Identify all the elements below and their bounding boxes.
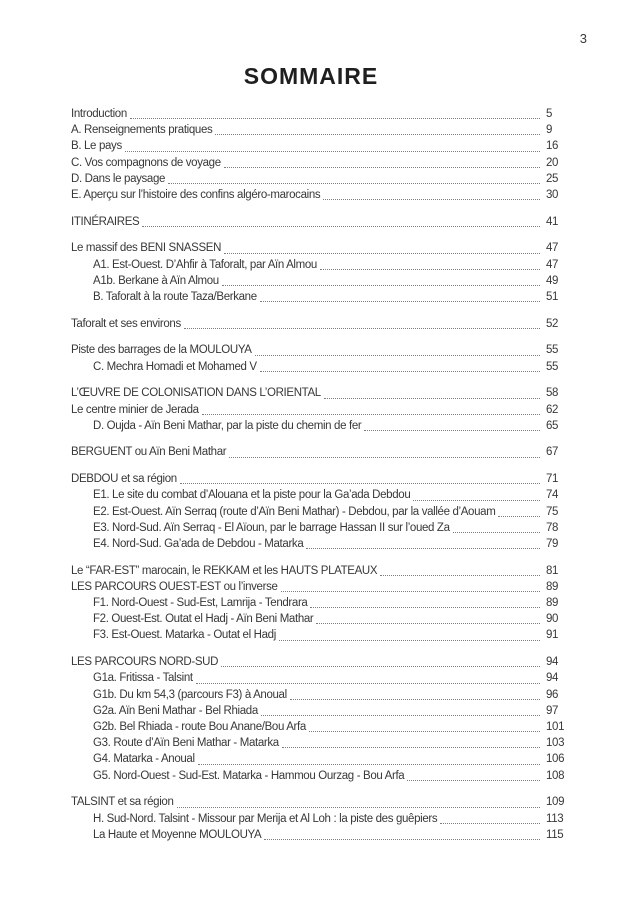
- dot-leader: [309, 731, 540, 732]
- toc-entry-page: 9: [546, 124, 553, 137]
- dot-leader: [184, 328, 540, 329]
- toc-entry: [71, 654, 572, 670]
- toc-entry: [71, 735, 572, 751]
- toc-entry: [71, 444, 572, 460]
- toc-entry-label: G2a. Aïn Beni Mathar - Bel Rhiada: [93, 704, 258, 717]
- dot-leader: [279, 640, 540, 641]
- toc-entry-page: 20: [546, 156, 559, 169]
- toc-entry: [71, 240, 572, 256]
- dot-leader: [224, 167, 540, 168]
- dot-leader: [222, 285, 540, 286]
- toc-entry-page: 25: [546, 172, 559, 185]
- toc-entry: [71, 563, 572, 579]
- dot-leader: [281, 591, 540, 592]
- toc-entry-label: Le massif des BENI SNASSEN: [71, 242, 222, 255]
- toc-entry: [71, 342, 572, 358]
- dot-leader: [364, 430, 540, 431]
- toc-entry: [71, 611, 572, 627]
- toc-group: [71, 316, 572, 332]
- toc-entry-page: 106: [546, 753, 565, 766]
- dot-leader: [413, 500, 540, 501]
- toc-entry-label: Taforalt et ses environs: [71, 317, 181, 330]
- toc-entry: [71, 811, 572, 827]
- toc-entry: [71, 257, 572, 273]
- toc-entry-label: La Haute et Moyenne MOULOUYA: [93, 828, 262, 841]
- toc-entry-page: 55: [546, 344, 559, 357]
- toc-entry-label: A. Renseignements pratiques: [71, 124, 213, 137]
- toc-group: [71, 794, 572, 843]
- toc-entry-page: 5: [546, 108, 553, 120]
- toc-entry-page: 67: [546, 446, 559, 459]
- toc-entry-label: DEBDOU et sa région: [71, 473, 177, 486]
- toc-entry-page: 52: [546, 317, 559, 330]
- toc-entry: [71, 768, 572, 784]
- toc-entry-label: G4. Matarka - Anoual: [93, 753, 195, 766]
- toc-entry-label: Le “FAR-EST” marocain, le REKKAM et les HAUTS PLATEAUX: [71, 564, 378, 577]
- dot-leader: [453, 532, 540, 533]
- toc-entry-page: 115: [546, 828, 564, 841]
- toc-entry: [71, 273, 572, 289]
- toc-entry-page: 47: [546, 242, 559, 255]
- toc-entry-page: 89: [546, 597, 559, 610]
- toc-entry-label: B. Taforalt à la route Taza/Berkane: [93, 291, 257, 304]
- toc-entry-label: E3. Nord-Sud. Aïn Serraq - El Aïoun, par le barrage Hassan II sur l’oued Za: [93, 521, 450, 534]
- toc-entry-label: Introduction: [71, 108, 127, 120]
- toc-entry-label: LES PARCOURS OUEST-EST ou l’inverse: [71, 580, 278, 593]
- dot-leader: [316, 623, 540, 624]
- table-of-contents: [71, 106, 572, 843]
- toc-entry-page: 51: [546, 291, 559, 304]
- dot-leader: [260, 301, 540, 302]
- dot-leader: [224, 253, 540, 254]
- toc-entry-page: 81: [546, 564, 559, 577]
- toc-entry-label: Piste des barrages de la MOULOUYA: [71, 344, 252, 357]
- dot-leader: [323, 199, 540, 200]
- dot-leader: [142, 226, 540, 227]
- toc-entry-label: G1a. Fritissa - Talsint: [93, 672, 193, 685]
- toc-entry-page: 49: [546, 274, 559, 287]
- toc-entry-page: 71: [546, 473, 559, 486]
- toc-entry: [71, 719, 572, 735]
- toc-entry-label: A1. Est-Ouest. D’Ahfir à Taforalt, par Aïn Almou: [93, 258, 317, 271]
- dot-leader: [130, 118, 540, 119]
- dot-leader: [180, 483, 540, 484]
- toc-entry: [71, 138, 572, 154]
- page-title: SOMMAIRE: [243, 63, 379, 89]
- toc-entry-label: E4. Nord-Sud. Ga’ada de Debdou - Matarka: [93, 537, 304, 550]
- dot-leader: [380, 575, 540, 576]
- toc-entry-label: C. Mechra Homadi et Mohamed V: [93, 360, 257, 373]
- toc-entry-page: 94: [546, 672, 559, 685]
- toc-entry: [71, 316, 572, 332]
- toc-entry-label: C. Vos compagnons de voyage: [71, 156, 221, 169]
- dot-leader: [324, 398, 540, 399]
- dot-leader: [255, 355, 540, 356]
- toc-entry-label: Le centre minier de Jerada: [71, 403, 199, 416]
- toc-group: [71, 471, 572, 552]
- toc-entry: [71, 402, 572, 418]
- dot-leader: [310, 607, 540, 608]
- toc-entry-label: BERGUENT ou Aïn Beni Mathar: [71, 446, 227, 459]
- dot-leader: [320, 269, 540, 270]
- toc-entry-label: G1b. Du km 54,3 (parcours F3) à Anoual: [93, 688, 287, 701]
- toc-entry: [71, 214, 572, 230]
- toc-entry: [71, 536, 572, 552]
- toc-entry: [71, 827, 572, 843]
- dot-leader: [261, 715, 540, 716]
- toc-entry: [71, 703, 572, 719]
- toc-entry-page: 89: [546, 580, 559, 593]
- toc-entry: [71, 122, 572, 138]
- toc-entry: [71, 670, 572, 686]
- toc-entry: [71, 385, 572, 401]
- toc-entry: [71, 504, 572, 520]
- dot-leader: [260, 371, 540, 372]
- toc-entry-page: 91: [546, 629, 559, 642]
- toc-entry-label: L’ŒUVRE DE COLONISATION DANS L’ORIENTAL: [71, 387, 321, 400]
- toc-entry-label: E2. Est-Ouest. Aïn Serraq (route d’Aïn Beni Mathar) - Debdou, par la vallée d’Aouam: [93, 505, 496, 518]
- toc-entry-page: 101: [546, 721, 565, 733]
- toc-entry-page: 108: [546, 769, 565, 782]
- toc-entry-label: TALSINT et sa région: [71, 796, 174, 809]
- toc-entry-page: 41: [546, 215, 559, 228]
- dot-leader: [177, 807, 540, 808]
- toc-entry: [71, 687, 572, 703]
- dot-leader: [215, 134, 540, 135]
- toc-entry: [71, 520, 572, 536]
- toc-entry-page: 75: [546, 505, 559, 518]
- dot-leader: [407, 780, 540, 781]
- toc-entry-page: 103: [546, 737, 565, 750]
- dot-leader: [168, 183, 540, 184]
- dot-leader: [282, 747, 540, 748]
- dot-leader: [196, 683, 540, 684]
- toc-entry-page: 16: [546, 140, 559, 153]
- toc-group: [71, 563, 572, 644]
- toc-entry-label: G2b. Bel Rhiada - route Bou Anane/Bou Arfa: [93, 721, 306, 733]
- toc-entry-label: G3. Route d’Aïn Beni Mathar - Matarka: [93, 737, 279, 750]
- toc-entry-page: 65: [546, 419, 559, 432]
- toc-entry: [71, 627, 572, 643]
- toc-group: [71, 342, 572, 374]
- toc-entry-label: ITINÉRAIRES: [71, 215, 140, 228]
- toc-entry-label: D. Dans le paysage: [71, 172, 166, 185]
- toc-entry-label: B. Le pays: [71, 140, 122, 153]
- toc-entry-page: 90: [546, 613, 559, 626]
- toc-entry: [71, 106, 572, 122]
- toc-entry-label: G5. Nord-Ouest - Sud-Est. Matarka - Hammou Ourzag - Bou Arfa: [93, 769, 405, 782]
- toc-group: [71, 106, 572, 203]
- toc-entry: [71, 487, 572, 503]
- toc-entry-label: F3. Est-Ouest. Matarka - Outat el Hadj: [93, 629, 276, 642]
- toc-entry-page: 78: [546, 521, 559, 534]
- toc-entry-label: E1. Le site du combat d’Alouana et la piste pour la Ga’ada Debdou: [93, 489, 411, 502]
- toc-entry: [71, 595, 572, 611]
- toc-group: [71, 654, 572, 784]
- toc-group: [71, 385, 572, 434]
- dot-leader: [198, 764, 540, 765]
- dot-leader: [125, 151, 540, 152]
- toc-entry-page: 97: [546, 704, 559, 717]
- toc-entry-label: LES PARCOURS NORD-SUD: [71, 656, 219, 669]
- page-number: 3: [579, 31, 587, 46]
- toc-entry-page: 113: [546, 812, 564, 825]
- dot-leader: [264, 839, 540, 840]
- toc-entry-label: F2. Ouest-Est. Outat el Hadj - Aïn Beni Mathar: [93, 613, 314, 626]
- toc-entry: [71, 418, 572, 434]
- toc-entry: [71, 289, 572, 305]
- toc-entry: [71, 794, 572, 810]
- toc-entry: [71, 155, 572, 171]
- toc-entry-label: H. Sud-Nord. Talsint - Missour par Merija et Al Loh : la piste des guêpiers: [93, 812, 438, 825]
- toc-group: [71, 240, 572, 305]
- toc-entry: [71, 471, 572, 487]
- dot-leader: [229, 457, 540, 458]
- toc-entry-page: 30: [546, 189, 559, 202]
- toc-entry-page: 94: [546, 656, 559, 669]
- toc-entry-label: A1b. Berkane à Aïn Almou: [93, 274, 219, 287]
- dot-leader: [306, 548, 540, 549]
- toc-entry: [71, 751, 572, 767]
- dot-leader: [498, 516, 540, 517]
- toc-entry: [71, 359, 572, 375]
- toc-entry-page: 58: [546, 387, 559, 400]
- toc-entry-page: 55: [546, 360, 559, 373]
- toc-group: [71, 214, 572, 230]
- toc-group: [71, 444, 572, 460]
- toc-entry-page: 47: [546, 258, 559, 271]
- toc-entry-page: 109: [546, 796, 565, 809]
- dot-leader: [221, 666, 540, 667]
- toc-entry-page: 74: [546, 489, 559, 502]
- dot-leader: [202, 414, 540, 415]
- toc-entry-page: 62: [546, 403, 559, 416]
- dot-leader: [290, 699, 540, 700]
- toc-entry-label: E. Aperçu sur l’histoire des confins algéro-marocains: [71, 189, 321, 202]
- toc-entry: [71, 171, 572, 187]
- toc-entry-label: D. Oujda - Aïn Beni Mathar, par la piste du chemin de fer: [93, 419, 362, 432]
- toc-entry-page: 79: [546, 537, 559, 550]
- toc-entry: [71, 187, 572, 203]
- toc-entry: [71, 579, 572, 595]
- toc-entry-label: F1. Nord-Ouest - Sud-Est, Lamrija - Tendrara: [93, 597, 308, 610]
- dot-leader: [440, 823, 540, 824]
- toc-entry-page: 96: [546, 688, 559, 701]
